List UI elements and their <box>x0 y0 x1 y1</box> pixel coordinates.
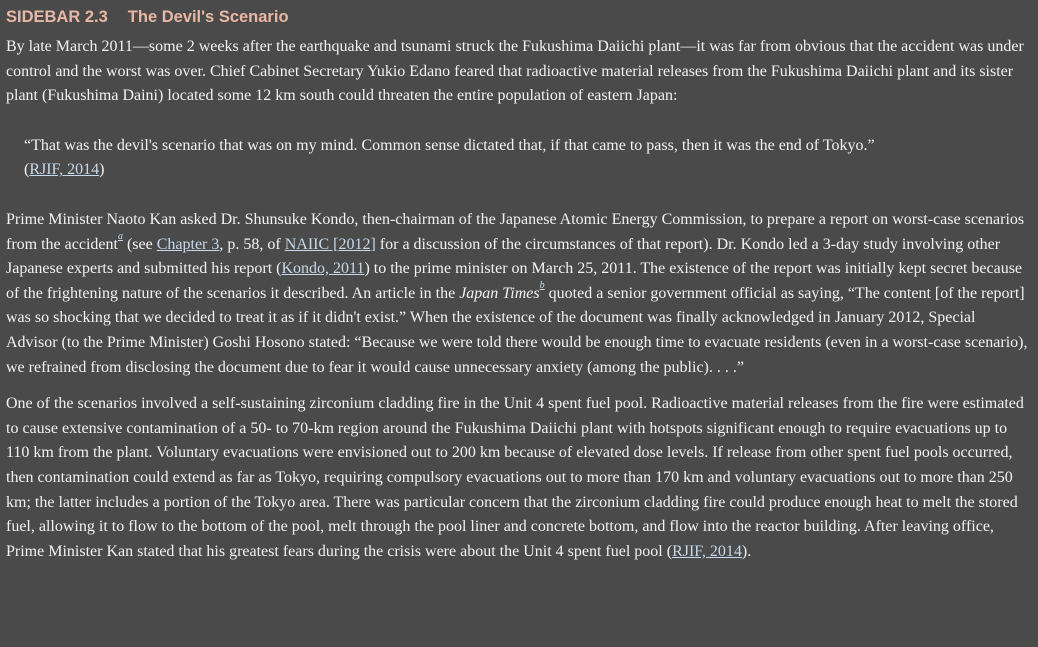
footnote-b-link[interactable]: b <box>539 280 545 292</box>
sidebar-title: The Devil's Scenario <box>127 8 289 26</box>
paragraph-text: ) to the prime minister on March 25, 2011. The existence of the report was initially kept secret because of the frightening nature of the scenarios it described. An article in the <box>6 260 1023 302</box>
paragraph-text: Prime Minister Naoto Kan asked Dr. Shunsuke Kondo, then-chairman of the Japanese Atomic Energy Commission, to prepare a report on worst-case scenarios from the accident <box>6 210 1025 253</box>
paragraph-text: ). <box>741 542 752 560</box>
chapter-3-link[interactable]: Chapter 3 <box>156 235 220 253</box>
quote-text: “That was the devil's scenario that was on my mind. Common sense dictated that, if that came to pass, then it was the end of Tokyo.” <box>24 136 875 154</box>
paragraph-text: One of the scenarios involved a self-sustaining zirconium cladding fire in the Unit 4 spent fuel pool. Radioactive material releases from the fire were estimated to cause extensive contamination of a 50- to 70-km region around the Fukushima Daiichi plant with hotspots significant enough to require evacuations up to 110 km from the plant. Voluntary evacuations were envisioned out to 200 km because of elevated dose levels. If release from other spent fuel pools occurred, then contamination could extend as far as Tokyo, requiring compulsory evacuations out to more than 170 km and voluntary evacuations out to more than 250 km; the latter includes a portion of the Tokyo area. There was particular concern that the zirconium cladding fire could produce enough heat to melt the stored fuel, allowing it to flow to the bottom of the pool, melt through the pool liner and concrete bottom, and flow into the reactor building. After leaving office, Prime Minister Kan stated that his greatest fears during the crisis were about the Unit 4 spent fuel pool ( <box>6 395 1024 560</box>
paragraph-text: , p. 58, of <box>219 235 285 253</box>
paragraph-kondo-report <box>6 208 1030 380</box>
citation-link-rjif-quote[interactable]: RJIF, 2014 <box>29 161 100 179</box>
footnote-a-link[interactable]: a <box>117 231 123 243</box>
sidebar-label: SIDEBAR 2.3 <box>6 8 108 26</box>
paragraph-zirconium-fire <box>6 392 1030 564</box>
kondo-2011-link[interactable]: Kondo, 2011 <box>281 260 365 278</box>
quote-open-paren: ( <box>24 161 30 179</box>
paragraph-text: (see <box>122 235 157 253</box>
quote-close-paren: ) <box>99 161 105 179</box>
sidebar-heading <box>6 6 1030 28</box>
quote-block <box>6 134 1030 183</box>
paragraph-intro: By late March 2011—some 2 weeks after the earthquake and tsunami struck the Fukushima Daiichi plant—it was far from obvious that the accident was under control and the worst was over. Chief Cabinet Secretary Yukio Edano feared that radioactive material releases from the Fukushima Daiichi plant and its sister plant (Fukushima Daini) located some 12 km south could threaten the entire population of eastern Japan: <box>6 38 1024 105</box>
citation-link-rjif-closing[interactable]: RJIF, 2014 <box>672 542 742 560</box>
naiic-2012-link[interactable]: NAIIC [2012] <box>284 235 376 253</box>
paragraph-text: quoted a senior government official as saying, “The content [of the report] was so shocking that we decided to treat it as if it didn't exist.” When the existence of the document was finally acknowledged in January 2012, Special Advisor (to the Prime Minister) Goshi Hosono stated: “Because we were told there would be enough time to evacuate residents (even in a worst-case scenario), we refrained from disclosing the document due to fear it would cause unnecessary anxiety (among the public). . . .” <box>6 284 1028 376</box>
japan-times-title: Japan Times <box>459 284 540 302</box>
paragraph-text: for a discussion of the circumstances of that report). Dr. Kondo led a 3-day study involving other Japanese experts and submitted his report ( <box>6 235 1001 278</box>
